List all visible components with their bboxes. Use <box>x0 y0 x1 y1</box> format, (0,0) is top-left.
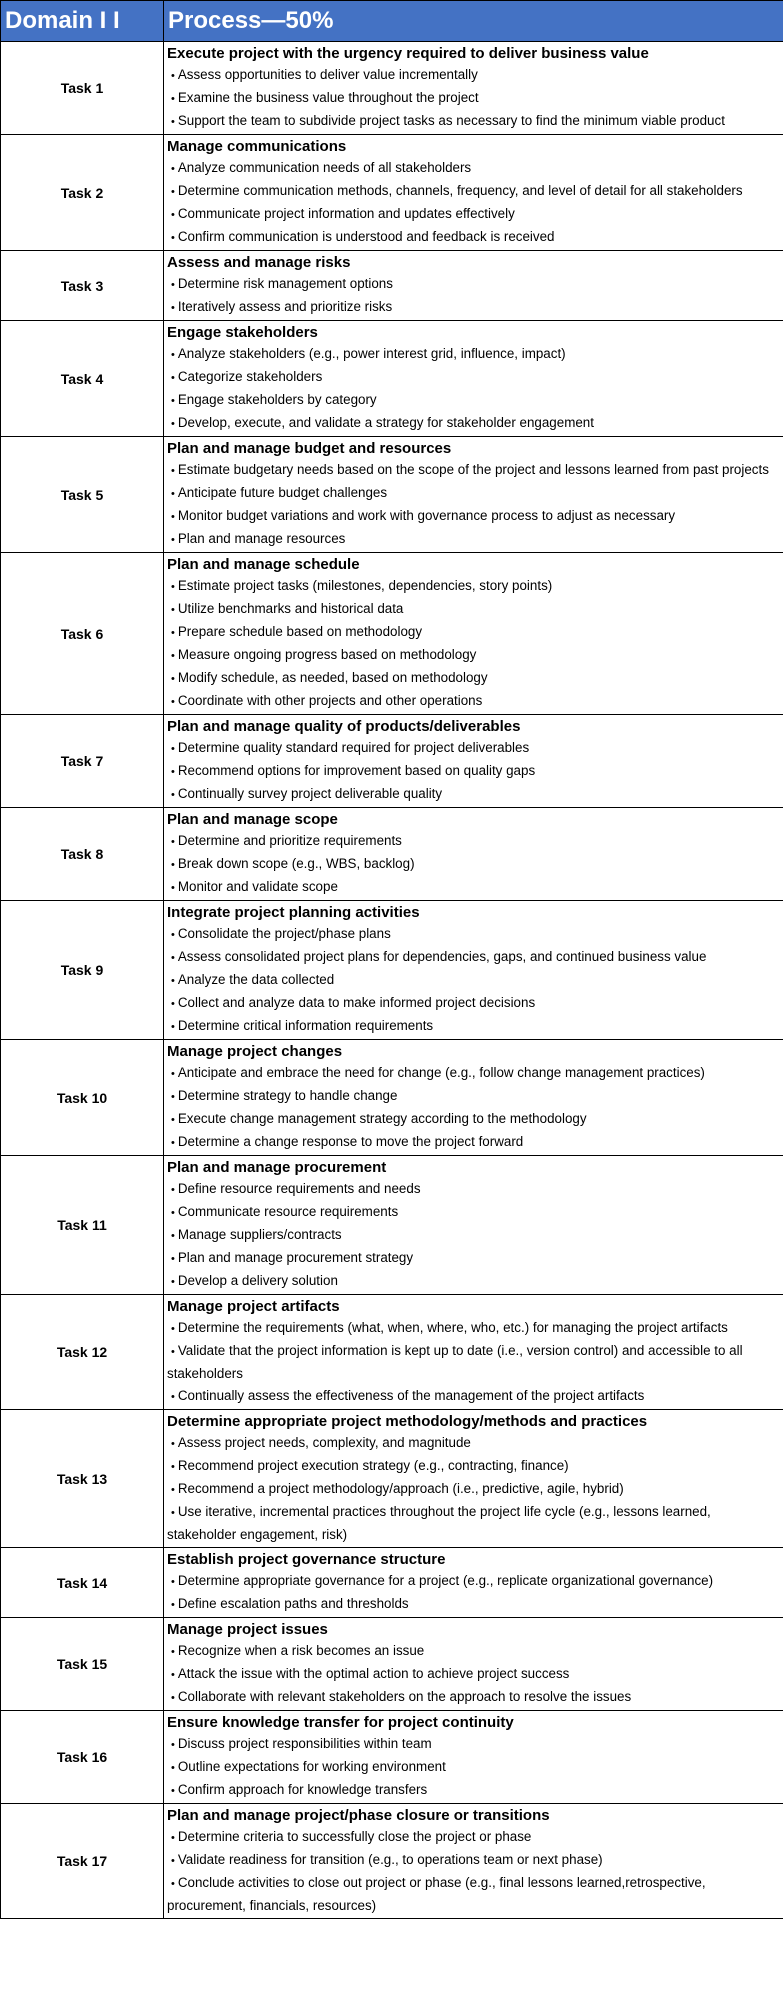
task-item <box>166 923 781 946</box>
task-row <box>1 715 783 808</box>
task-label: Task 5 <box>1 437 164 553</box>
task-row <box>1 1618 783 1711</box>
task-item <box>166 366 781 389</box>
task-content <box>164 135 783 251</box>
bullet-icon: • <box>171 163 175 175</box>
task-item-text: Anticipate future budget challenges <box>177 485 388 500</box>
bullet-icon: • <box>171 696 175 708</box>
task-title: Establish project governance structure <box>167 1551 446 1568</box>
task-item <box>166 87 781 110</box>
task-item-text: Confirm communication is understood and feedback is received <box>177 229 555 244</box>
task-item <box>166 203 781 226</box>
task-title: Assess and manage risks <box>167 254 351 271</box>
bullet-icon: • <box>171 395 175 407</box>
task-item <box>166 1385 781 1408</box>
bullet-icon: • <box>171 1599 175 1611</box>
bullet-icon: • <box>171 1739 175 1751</box>
task-item-text: Determine risk management options <box>177 276 393 291</box>
bullet-icon: • <box>171 511 175 523</box>
task-content <box>164 1548 783 1618</box>
task-item <box>166 1733 781 1756</box>
bullet-icon: • <box>171 604 175 616</box>
bullet-icon: • <box>171 1878 175 1890</box>
task-content <box>164 553 783 715</box>
task-label: Task 9 <box>1 901 164 1040</box>
task-item-text: Break down scope (e.g., WBS, backlog) <box>177 856 415 871</box>
task-item <box>166 1593 781 1616</box>
bullet-icon: • <box>171 1230 175 1242</box>
task-title: Ensure knowledge transfer for project continuity <box>167 1714 514 1731</box>
task-row <box>1 1804 783 1919</box>
task-row <box>1 901 783 1040</box>
bullet-icon: • <box>171 673 175 685</box>
task-item <box>166 1478 781 1501</box>
task-item-text: Recommend a project methodology/approach (i.e., predictive, agile, hybrid) <box>177 1481 624 1496</box>
task-row <box>1 1410 783 1548</box>
task-label: Task 16 <box>1 1711 164 1804</box>
task-item-text: Discuss project responsibilities within team <box>177 1736 432 1751</box>
task-item-text: Determine appropriate governance for a project (e.g., replicate organizational governance) <box>177 1573 714 1588</box>
task-item-text: Monitor and validate scope <box>177 879 338 894</box>
task-item <box>166 1640 781 1663</box>
bullet-icon: • <box>171 1576 175 1588</box>
task-item <box>166 1756 781 1779</box>
domain-header: Domain I I <box>1 1 164 42</box>
process-header: Process—50% <box>164 1 783 42</box>
task-item-text: Outline expectations for working environment <box>177 1759 446 1774</box>
bullet-icon: • <box>171 1253 175 1265</box>
task-item-text: Communicate project information and updates effectively <box>177 206 515 221</box>
bullet-icon: • <box>171 465 175 477</box>
task-item <box>166 1108 781 1131</box>
task-item-text: Attack the issue with the optimal action to achieve project success <box>177 1666 570 1681</box>
task-row <box>1 553 783 715</box>
task-item <box>166 1247 781 1270</box>
task-item-text: Utilize benchmarks and historical data <box>177 601 404 616</box>
task-item-text: Determine criteria to successfully close the project or phase <box>177 1829 532 1844</box>
task-item <box>166 1779 781 1802</box>
task-item <box>166 690 781 713</box>
task-item <box>166 946 781 969</box>
task-label: Task 2 <box>1 135 164 251</box>
bullet-icon: • <box>171 766 175 778</box>
task-item <box>166 1224 781 1247</box>
task-label: Task 4 <box>1 321 164 437</box>
bullet-icon: • <box>171 349 175 361</box>
task-title: Manage project changes <box>167 1043 343 1060</box>
task-item-text: Plan and manage resources <box>177 531 346 546</box>
task-item-text: Analyze stakeholders (e.g., power interest grid, influence, impact) <box>177 346 566 361</box>
task-item-text: Estimate budgetary needs based on the scope of the project and lessons learned from past projects <box>177 462 769 477</box>
task-item <box>166 1663 781 1686</box>
task-item <box>166 992 781 1015</box>
task-item <box>166 273 781 296</box>
task-item <box>166 157 781 180</box>
bullet-icon: • <box>171 1438 175 1450</box>
task-title: Plan and manage project/phase closure or transitions <box>167 1807 550 1824</box>
task-item-text: Prepare schedule based on methodology <box>177 624 423 639</box>
bullet-icon: • <box>171 1832 175 1844</box>
task-item-text: Estimate project tasks (milestones, dependencies, story points) <box>177 578 553 593</box>
task-item <box>166 1686 781 1709</box>
task-item <box>166 1317 781 1340</box>
bullet-icon: • <box>171 1669 175 1681</box>
task-row <box>1 251 783 321</box>
bullet-icon: • <box>171 1114 175 1126</box>
task-item-text: Modify schedule, as needed, based on methodology <box>177 670 488 685</box>
task-title: Plan and manage schedule <box>167 556 360 573</box>
task-title: Determine appropriate project methodology/methods and practices <box>167 1413 648 1430</box>
task-item <box>166 110 781 133</box>
task-label: Task 12 <box>1 1295 164 1410</box>
task-content <box>164 715 783 808</box>
task-item-text: Analyze communication needs of all stakeholders <box>177 160 472 175</box>
task-item <box>166 830 781 853</box>
task-content <box>164 251 783 321</box>
task-item-text: Validate that the project information is kept up to date (i.e., version control) and accessible to all stakeholders <box>167 1343 743 1381</box>
task-item-text: Collaborate with relevant stakeholders on the approach to resolve the issues <box>177 1689 632 1704</box>
task-item <box>166 343 781 366</box>
task-item-text: Analyze the data collected <box>177 972 335 987</box>
task-item-text: Conclude activities to close out project or phase (e.g., final lessons learned,retrospective, procurement, financials, resources) <box>167 1875 706 1913</box>
task-item <box>166 1201 781 1224</box>
task-item <box>166 180 781 203</box>
task-item-text: Determine and prioritize requirements <box>177 833 402 848</box>
task-title: Plan and manage budget and resources <box>167 440 452 457</box>
task-title: Manage communications <box>167 138 347 155</box>
bullet-icon: • <box>171 952 175 964</box>
task-item <box>166 412 781 435</box>
bullet-icon: • <box>171 859 175 871</box>
task-item <box>166 621 781 644</box>
task-item <box>166 737 781 760</box>
task-item-text: Consolidate the project/phase plans <box>177 926 391 941</box>
task-title: Plan and manage scope <box>167 811 338 828</box>
bullet-icon: • <box>171 232 175 244</box>
bullet-icon: • <box>171 1276 175 1288</box>
task-label: Task 11 <box>1 1156 164 1295</box>
task-item <box>166 1849 781 1872</box>
bullet-icon: • <box>171 534 175 546</box>
bullet-icon: • <box>171 186 175 198</box>
task-label: Task 7 <box>1 715 164 808</box>
task-item-text: Measure ongoing progress based on methodology <box>177 647 477 662</box>
task-item-text: Continually assess the effectiveness of the management of the project artifacts <box>177 1388 645 1403</box>
task-item <box>166 598 781 621</box>
task-item-text: Assess project needs, complexity, and magnitude <box>177 1435 471 1450</box>
task-label: Task 14 <box>1 1548 164 1618</box>
bullet-icon: • <box>171 975 175 987</box>
task-item-text: Define resource requirements and needs <box>177 1181 421 1196</box>
task-item <box>166 1085 781 1108</box>
bullet-icon: • <box>171 1184 175 1196</box>
task-content <box>164 1295 783 1410</box>
bullet-icon: • <box>171 627 175 639</box>
task-item <box>166 1501 781 1546</box>
task-item-text: Categorize stakeholders <box>177 369 323 384</box>
task-title: Plan and manage procurement <box>167 1159 387 1176</box>
bullet-icon: • <box>171 1692 175 1704</box>
task-item <box>166 528 781 551</box>
task-row <box>1 1295 783 1410</box>
bullet-icon: • <box>171 929 175 941</box>
bullet-icon: • <box>171 581 175 593</box>
task-title: Manage project issues <box>167 1621 328 1638</box>
bullet-icon: • <box>171 743 175 755</box>
task-title: Integrate project planning activities <box>167 904 420 921</box>
bullet-icon: • <box>171 372 175 384</box>
task-item-text: Assess opportunities to deliver value incrementally <box>177 67 478 82</box>
task-item-text: Determine a change response to move the project forward <box>177 1134 524 1149</box>
task-item-text: Collect and analyze data to make informed project decisions <box>177 995 536 1010</box>
task-item <box>166 853 781 876</box>
task-label: Task 10 <box>1 1040 164 1156</box>
task-item <box>166 1340 781 1385</box>
task-content <box>164 1618 783 1711</box>
task-item <box>166 1872 781 1917</box>
task-item-text: Anticipate and embrace the need for change (e.g., follow change management practices) <box>177 1065 705 1080</box>
bullet-icon: • <box>171 1855 175 1867</box>
bullet-icon: • <box>171 93 175 105</box>
task-item-text: Determine quality standard required for project deliverables <box>177 740 530 755</box>
task-content <box>164 437 783 553</box>
task-label: Task 6 <box>1 553 164 715</box>
bullet-icon: • <box>171 1323 175 1335</box>
bullet-icon: • <box>171 650 175 662</box>
task-content <box>164 808 783 901</box>
task-label: Task 3 <box>1 251 164 321</box>
task-item <box>166 505 781 528</box>
task-item <box>166 783 781 806</box>
task-item-text: Assess consolidated project plans for dependencies, gaps, and continued business value <box>177 949 707 964</box>
task-title: Engage stakeholders <box>167 324 318 341</box>
task-item <box>166 644 781 667</box>
bullet-icon: • <box>171 488 175 500</box>
task-row <box>1 808 783 901</box>
task-row <box>1 437 783 553</box>
task-item <box>166 1826 781 1849</box>
bullet-icon: • <box>171 1346 175 1358</box>
task-item-text: Determine strategy to handle change <box>177 1088 398 1103</box>
task-item-text: Validate readiness for transition (e.g., to operations team or next phase) <box>177 1852 603 1867</box>
bullet-icon: • <box>171 1068 175 1080</box>
task-item <box>166 876 781 899</box>
task-item <box>166 1432 781 1455</box>
task-body <box>1 42 783 1919</box>
task-item <box>166 1270 781 1293</box>
task-item-text: Confirm approach for knowledge transfers <box>177 1782 428 1797</box>
task-item <box>166 226 781 249</box>
task-content <box>164 901 783 1040</box>
task-row <box>1 1711 783 1804</box>
task-item-text: Recommend options for improvement based on quality gaps <box>177 763 536 778</box>
bullet-icon: • <box>171 116 175 128</box>
task-row <box>1 42 783 135</box>
bullet-icon: • <box>171 1762 175 1774</box>
bullet-icon: • <box>171 302 175 314</box>
task-item <box>166 389 781 412</box>
task-content <box>164 1156 783 1295</box>
bullet-icon: • <box>171 1507 175 1519</box>
bullet-icon: • <box>171 1785 175 1797</box>
task-item <box>166 1062 781 1085</box>
task-item <box>166 296 781 319</box>
task-row <box>1 321 783 437</box>
task-item-text: Iteratively assess and prioritize risks <box>177 299 393 314</box>
bullet-icon: • <box>171 1021 175 1033</box>
task-item <box>166 969 781 992</box>
bullet-icon: • <box>171 418 175 430</box>
task-item <box>166 1570 781 1593</box>
task-item-text: Develop a delivery solution <box>177 1273 338 1288</box>
task-content <box>164 1711 783 1804</box>
task-item <box>166 459 781 482</box>
task-label: Task 17 <box>1 1804 164 1919</box>
bullet-icon: • <box>171 836 175 848</box>
bullet-icon: • <box>171 1461 175 1473</box>
task-item <box>166 667 781 690</box>
task-row <box>1 1548 783 1618</box>
task-item-text: Recommend project execution strategy (e.g., contracting, finance) <box>177 1458 569 1473</box>
task-item-text: Determine communication methods, channels, frequency, and level of detail for all stakeholders <box>177 183 743 198</box>
task-label: Task 13 <box>1 1410 164 1548</box>
task-label: Task 8 <box>1 808 164 901</box>
task-item-text: Determine the requirements (what, when, where, who, etc.) for managing the project artifacts <box>177 1320 728 1335</box>
task-item <box>166 1178 781 1201</box>
task-item-text: Manage suppliers/contracts <box>177 1227 342 1242</box>
task-item-text: Plan and manage procurement strategy <box>177 1250 414 1265</box>
task-item <box>166 1131 781 1154</box>
task-item <box>166 64 781 87</box>
task-item-text: Determine critical information requirements <box>177 1018 434 1033</box>
task-item-text: Execute change management strategy according to the methodology <box>177 1111 587 1126</box>
task-label: Task 1 <box>1 42 164 135</box>
table-header-row <box>1 1 783 42</box>
task-item-text: Coordinate with other projects and other operations <box>177 693 483 708</box>
task-item-text: Support the team to subdivide project tasks as necessary to find the minimum viable product <box>177 113 725 128</box>
task-item-text: Define escalation paths and thresholds <box>177 1596 409 1611</box>
task-item <box>166 1015 781 1038</box>
bullet-icon: • <box>171 70 175 82</box>
task-title: Plan and manage quality of products/deliverables <box>167 718 521 735</box>
task-content <box>164 42 783 135</box>
task-content <box>164 1410 783 1548</box>
task-item-text: Monitor budget variations and work with governance process to adjust as necessary <box>177 508 676 523</box>
task-title: Manage project artifacts <box>167 1298 340 1315</box>
task-item-text: Communicate resource requirements <box>177 1204 399 1219</box>
task-item-text: Recognize when a risk becomes an issue <box>177 1643 425 1658</box>
task-label: Task 15 <box>1 1618 164 1711</box>
bullet-icon: • <box>171 279 175 291</box>
task-item-text: Develop, execute, and validate a strategy for stakeholder engagement <box>177 415 594 430</box>
bullet-icon: • <box>171 1484 175 1496</box>
task-row <box>1 1040 783 1156</box>
bullet-icon: • <box>171 209 175 221</box>
task-item <box>166 482 781 505</box>
task-content <box>164 1804 783 1919</box>
task-title: Execute project with the urgency required to deliver business value <box>167 45 649 62</box>
task-item-text: Engage stakeholders by category <box>177 392 377 407</box>
task-item <box>166 1455 781 1478</box>
task-item-text: Examine the business value throughout the project <box>177 90 479 105</box>
bullet-icon: • <box>171 1646 175 1658</box>
bullet-icon: • <box>171 1207 175 1219</box>
bullet-icon: • <box>171 1091 175 1103</box>
bullet-icon: • <box>171 1391 175 1403</box>
bullet-icon: • <box>171 789 175 801</box>
task-content <box>164 1040 783 1156</box>
bullet-icon: • <box>171 998 175 1010</box>
task-item-text: Use iterative, incremental practices throughout the project life cycle (e.g., lessons learned, stakeholder engagement, risk) <box>167 1504 711 1542</box>
task-row <box>1 135 783 251</box>
task-item <box>166 760 781 783</box>
task-item-text: Continually survey project deliverable quality <box>177 786 443 801</box>
bullet-icon: • <box>171 1137 175 1149</box>
task-content <box>164 321 783 437</box>
bullet-icon: • <box>171 882 175 894</box>
task-row <box>1 1156 783 1295</box>
task-item <box>166 575 781 598</box>
